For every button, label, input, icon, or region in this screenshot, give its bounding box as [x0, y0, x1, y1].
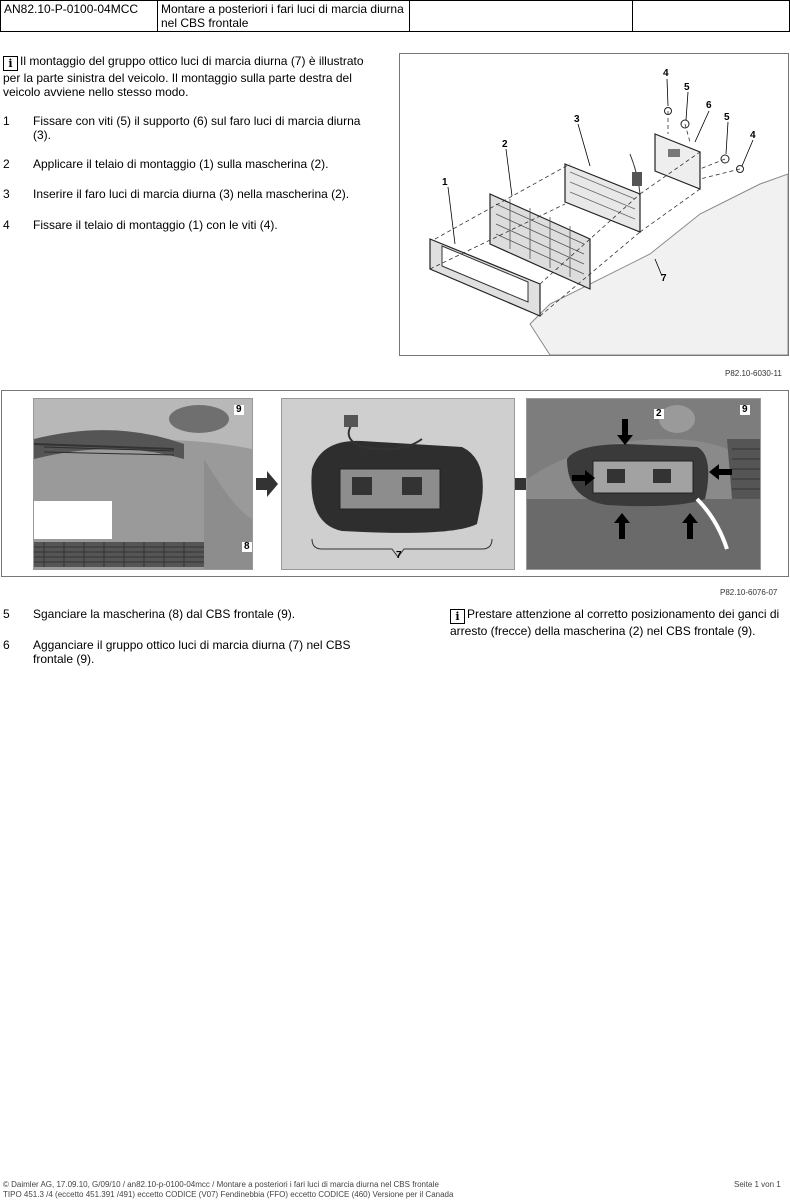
- doc-title: Montare a posteriori i fari luci di marcia diurna nel CBS frontale: [158, 1, 410, 32]
- step-text: Inserire il faro luci di marcia diurna (3) nella mascherina (2).: [33, 187, 350, 201]
- step-text: Agganciare il gruppo ottico luci di marcia diurna (7) nel CBS frontale (9).: [33, 638, 351, 666]
- footer-line-1: © Daimler AG, 17.09.10, G/09/10 / an82.10-p-0100-04mcc / Montare a posteriori i fari luci di marcia diurna nel CBS frontale: [3, 1180, 439, 1189]
- callout-2: 2: [502, 139, 508, 150]
- callout-5-right: 5: [724, 112, 730, 123]
- callout-4-right: 4: [750, 130, 756, 141]
- step-text: Fissare con viti (5) il supporto (6) sul faro luci di marcia diurna (3).: [33, 114, 361, 142]
- footer-line-2: TIPO 451.3 /4 (eccetto 451.391 /491) eccetto CODICE (V07) Fendinebbia (FFO) eccetto CODICE (460) Versione per il Canada: [3, 1190, 454, 1199]
- callout-4-top: 4: [663, 68, 669, 79]
- photo-3-callout-2: 2: [656, 408, 662, 419]
- photo-2-callout-7: 7: [396, 550, 402, 561]
- figure-2-photo-strip: [1, 390, 789, 577]
- note-right-text: Prestare attenzione al corretto posizionamento dei ganci di arresto (frecce) della mascherina (2) nel CBS frontale (9).: [450, 607, 780, 638]
- info-icon: i: [450, 609, 465, 624]
- callout-5-top: 5: [684, 82, 690, 93]
- step-text: Fissare il telaio di montaggio (1) con le viti (4).: [33, 218, 278, 232]
- drl-lamp: [565, 154, 642, 232]
- step-number: 2: [3, 157, 10, 171]
- step-text: Sganciare la mascherina (8) dal CBS frontale (9).: [33, 607, 296, 621]
- callout-1: 1: [442, 177, 448, 188]
- intro-note-text: Il montaggio del gruppo ottico luci di marcia diurna (7) è illustrato per la parte sinistra del veicolo. Il montaggio sulla parte destra del veicolo avviene nello stesso modo.: [3, 54, 364, 99]
- info-icon: i: [3, 56, 18, 71]
- callout-6: 6: [706, 100, 712, 111]
- step-number: 1: [3, 114, 10, 128]
- figure-1-exploded-drawing: [399, 53, 789, 356]
- intro-note: [3, 54, 373, 99]
- photo-panel-2: [281, 398, 515, 570]
- photo-panel-3: [526, 398, 761, 570]
- step-number: 6: [3, 638, 10, 652]
- header-cell-3: [410, 1, 633, 32]
- exploded-view-illustration: [400, 54, 788, 355]
- photo-1-callout-9: 9: [236, 404, 242, 415]
- step-text: Applicare il telaio di montaggio (1) sulla mascherina (2).: [33, 157, 329, 171]
- callout-7: 7: [661, 273, 667, 284]
- step-number: 5: [3, 607, 10, 621]
- note-right: [450, 607, 780, 638]
- header-table: [0, 0, 790, 32]
- arrow-right-icon: [254, 469, 280, 499]
- step-number: 4: [3, 218, 10, 232]
- footer-page-number: Seite 1 von 1: [734, 1180, 781, 1189]
- bracket: [655, 134, 700, 189]
- figure-1-caption: P82.10-6030-11: [725, 369, 782, 378]
- callout-3: 3: [574, 114, 580, 125]
- doc-id: AN82.10-P-0100-04MCC: [1, 1, 158, 32]
- photo-3-callout-9: 9: [742, 404, 748, 415]
- step-number: 3: [3, 187, 10, 201]
- photo-1-callout-8: 8: [244, 541, 250, 552]
- header-cell-4: [633, 1, 790, 32]
- photo-panel-1: [33, 398, 253, 570]
- figure-2-caption: P82.10-6076-07: [720, 588, 778, 597]
